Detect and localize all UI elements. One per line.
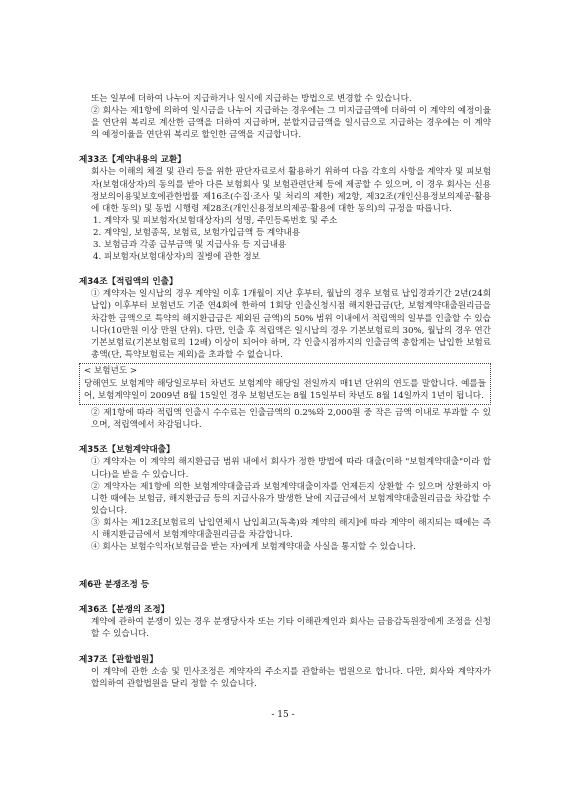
article-33-body: 회사는 이해의 체결 및 관리 등을 위한 판단자료로서 활용하기 위하여 다음 각호의 사항을 계약자 및 피보험자(보험대상자)의 동의를 받아 다른 보험회사 및 보험관련단체 등에 제공할 수 있으며, 이 경우 회사는 신용정보의이용및보호에관한법률 제16조(수집·조사 및 처리의 제한) 제2항, 제32조(개인신용정보의제공·활용에 대한 동의) 및 동법 시행령 제28조(개인신용정보의제공·활용에 대한 동의)의 규정을 따릅니다.: [91, 167, 491, 214]
chapter-6-heading: 제6관 분쟁조정 등: [79, 580, 150, 591]
note-box-text: 당해연도 보험계약 해당일로부터 차년도 보험계약 해당일 전일까지 매1년 단위의 연도를 말합니다. 예를들어, 보험계약일이 2009년 8월 15일인 경우 보험년도는 8월 15일부터 차년도 8월 14일까지 1년이 됩니다.: [84, 378, 486, 402]
article-35-clause-2: ② 계약자는 제1항에 의한 보험계약대출금과 보험계약대출이자를 언제든지 상환할 수 있으며 상환하지 아니한 때에는 보험금, 해지환급금 등의 지급사유가 발생한 날에 지급금에서 보험계약대출원리금을 차감할 수 있습니다.: [91, 481, 491, 516]
page-number: - 15 -: [271, 710, 295, 720]
paragraph-2: ② 회사는 제1항에 의하여 일시금을 나누어 지급하는 경우에는 그 미지급금액에 더하여 이 계약의 예정이율을 연단위 복리로 계산한 금액을 더하여 지급하며, 분할지급금액을 일시금으로 지급하는 경우에는 이 계약의 예정이율을 연단위 복리로 할인한 금액을 지급합니다.: [91, 106, 491, 141]
insurance-year-note-box: [79, 363, 491, 405]
article-33-item-1: 1. 계약자 및 피보험자(보험대상자)의 성명, 주민등록번호 및 주소: [93, 215, 338, 226]
article-33-item-3: 3. 보험금과 각종 급부금액 및 지급사유 등 지급내용: [93, 240, 287, 251]
article-33-title: 제33조【계약내용의 교환】: [79, 155, 186, 166]
article-34-title: 제34조【적립액의 인출】: [79, 277, 178, 288]
article-35-title: 제35조【보험계약대출】: [79, 445, 175, 456]
note-box-heading: < 보험년도 >: [84, 365, 138, 376]
article-36-body: 계약에 관하여 분쟁이 있는 경우 분쟁당사자 또는 기타 이해관계인과 회사는 금융감독원장에게 조정을 신청할 수 있습니다.: [91, 617, 491, 640]
continued-paragraph: 또는 일부에 더하여 나누어 지급하거나 일시에 지급하는 방법으로 변경할 수 있습니다.: [91, 94, 412, 104]
article-36-title: 제36조【분쟁의 조정】: [79, 605, 170, 616]
article-37-body: 이 계약에 관한 소송 및 민사조정은 계약자의 주소지를 관할하는 법원으로 합니다. 다만, 회사와 계약자가 합의하여 관할법원을 달리 정할 수 있습니다.: [91, 666, 491, 689]
article-37-title: 제37조【관할법원】: [79, 654, 158, 665]
article-34-clause-1: ① 계약자는 일시납의 경우 계약일 이후 1개월이 지난 후부터, 월납의 경우 보험료 납입경과기간 2년(24회 납입) 이후부터 보험년도 기준 연4회에 한하여 1회당 인출신청시점 해지환급금(단, 보험계약대출원리금을 차감한 금액으로 특약의 해지환급금은 제외된 금액)의 50% 범위 이내에서 적립액의 일부를 인출할 수 있습니다(10만원 이상 만원 단위). 다만, 인출 후 적립액은 일시납의 경우 기본보험료의 30%, 월납의 경우 연간기본보험료(기본보험료의 12배) 이상이 되어야 하며, 각 인출시점까지의 인출금액 총합계는 납입한 보험료 총액(단, 특약보험료는 제외)을 초과할 수 없습니다.: [91, 289, 491, 360]
document-body: [79, 93, 491, 690]
article-35-clause-3: ③ 회사는 제12조[보험료의 납입연체시 납입최고(독촉)와 계약의 해지]에 따라 계약이 해지되는 때에는 즉시 해지환급금에서 보험계약대출원리금을 차감합니다.: [91, 517, 491, 540]
article-35-clause-1: ① 계약자는 이 계약의 해지환급금 범위 내에서 회사가 정한 방법에 따라 대출(이하 "보험계약대출"이라 합니다)을 받을 수 있습니다.: [91, 457, 491, 480]
article-35-clause-4: ④ 회사는 보험수익자(보험금을 받는 자)에게 보험계약대출 사실을 통지할 수 있습니다.: [91, 542, 416, 553]
article-34-clause-2: ② 제1항에 따라 적립액 인출시 수수료는 인출금액의 0.2%와 2,000원 중 작은 금액 이내로 부과할 수 있으며, 적립액에서 차감됩니다.: [91, 408, 491, 431]
article-33-item-2: 2. 계약일, 보험종목, 보험료, 보험가입금액 등 계약내용: [93, 227, 301, 238]
article-33-item-4: 4. 피보험자(보험대상자)의 질병에 관한 정보: [93, 252, 260, 263]
